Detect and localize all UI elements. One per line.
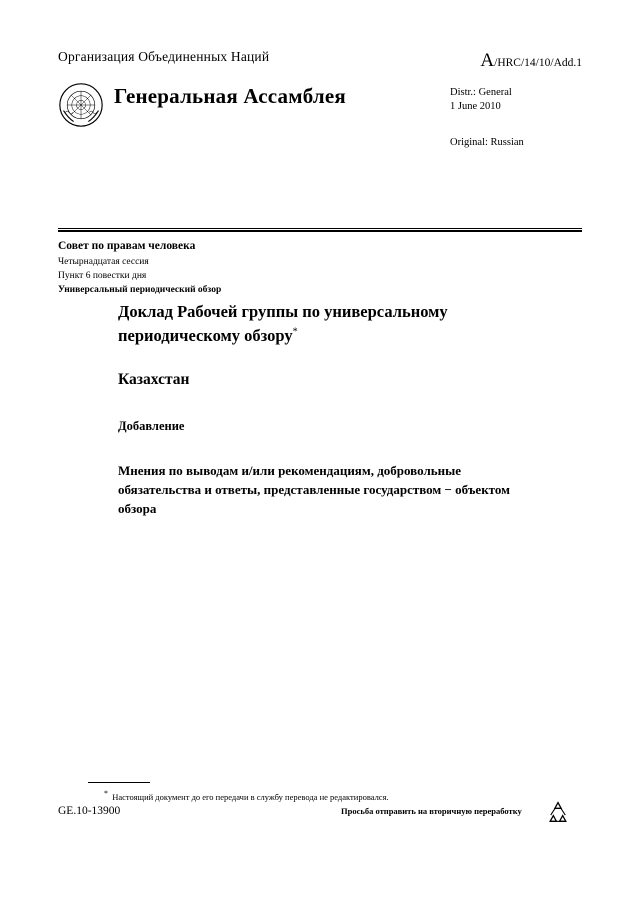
footnote-separator <box>88 782 150 783</box>
un-emblem-icon <box>58 82 104 128</box>
document-symbol <box>480 50 582 70</box>
recycle-note: Просьба отправить на вторичную переработку <box>341 806 522 816</box>
page-title-footnote-marker: * <box>292 326 298 338</box>
addendum-label: Добавление <box>118 418 185 433</box>
organization-row <box>58 50 582 70</box>
document-footer <box>58 800 582 830</box>
body-title: Генеральная Ассамблея <box>114 84 346 108</box>
footnote-text: Настоящий документ до его передачи в службу перевода не редактировался. <box>112 791 389 802</box>
council-name: Совет по правам человека <box>58 240 196 252</box>
original-language: Original: Russian <box>450 137 524 149</box>
footnote-marker: * <box>104 789 108 798</box>
session-number: Четырнадцатая сессия <box>58 256 149 267</box>
header-rule-thin <box>58 228 582 229</box>
distribution-block <box>450 78 582 151</box>
page-title-text: Доклад Рабочей группы по универсальному периодическому обзору <box>118 302 448 345</box>
page-title <box>118 300 568 348</box>
document-symbol-suffix: /HRC/14/10/Add.1 <box>494 57 582 69</box>
session-block <box>58 238 458 297</box>
agenda-item: Пункт 6 повестки дня <box>58 270 147 281</box>
document-header <box>58 50 582 70</box>
recycle-icon <box>544 800 572 826</box>
document-date: 1 June 2010 <box>450 101 501 113</box>
agenda-topic: Универсальный периодический обзор <box>58 285 222 296</box>
organization-name: Организация Объединенных Наций <box>58 49 270 64</box>
header-rule-thick <box>58 230 582 232</box>
distribution-line: Distr.: General <box>450 87 512 98</box>
body-title-row <box>58 78 582 151</box>
job-number: GE.10-13900 <box>58 805 121 817</box>
document-symbol-prefix: A <box>480 50 495 71</box>
document-title-block <box>118 300 588 518</box>
document-subtitle: Мнения по выводам и/или рекомендациям, добровольные обязательства и ответы, представленные государством − объектом обзора <box>118 462 511 516</box>
country-name: Казахстан <box>118 370 190 388</box>
